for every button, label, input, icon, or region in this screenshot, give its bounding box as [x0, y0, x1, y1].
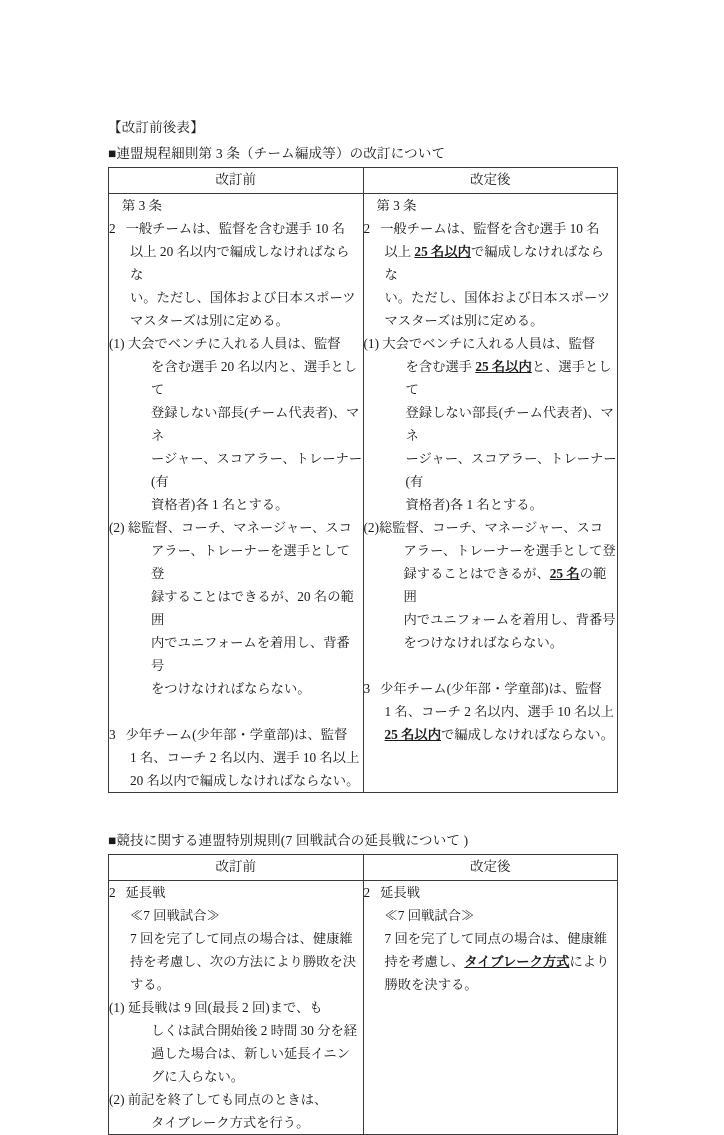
paragraph-2-line-2-a: 以上: [384, 244, 415, 259]
item-2-line-3-a: 録することはできるが、: [403, 566, 550, 581]
revision-mark-25-names: 25 名: [549, 566, 580, 581]
article-label: 第 3 条: [376, 198, 417, 213]
table-header-row: [109, 855, 618, 881]
subtitle-game-type: ≪7 回戦試合≫: [384, 908, 475, 923]
item-2-line-1: 総監督、コーチ、マネージャー、スコ: [127, 520, 352, 535]
paragraph-2-line-2-a: 以上: [130, 244, 160, 259]
revision-mark-tiebreak: タイブレーク方式: [464, 954, 570, 969]
item-1: [109, 332, 363, 516]
item-2-line-3-a: 録することはできるが、: [151, 589, 298, 604]
item-1-line-3: 登録しない部長(チーム代表者)、マネ: [151, 405, 360, 443]
paragraph-3-line-3-value: 20 名以内: [130, 773, 187, 788]
cell-after-extra-innings: [363, 881, 618, 1135]
revision-mark-25-within: 25 名以内: [414, 244, 471, 259]
paragraph-3: [364, 677, 618, 746]
item-1: [364, 332, 618, 516]
item-2-line-3-value: 20 名: [297, 589, 328, 604]
item-2-line-4: 内でユニフォームを着用し、背番号: [151, 635, 350, 673]
item-2-line-3-b: の範囲: [403, 566, 607, 604]
cell-before-extra-innings: [109, 881, 364, 1135]
item-1-line-4: ージャー、スコアラー、トレーナー(有: [405, 451, 617, 489]
item-1-line-2-value: 20 名以内: [220, 359, 278, 374]
section-heading-team-composition: ■連盟規程細則第 3 条（チーム編成等）の改訂について: [108, 146, 446, 161]
article-label: 第 3 条: [122, 198, 162, 213]
body-line-2-a: 持を考慮し、: [384, 954, 465, 969]
column-header-after: 改定後: [363, 168, 618, 194]
paragraph-spacer: [109, 700, 363, 723]
body-line-2: 持を考慮し、次の方法により勝敗を決: [130, 954, 357, 969]
item-2-line-2: タイブレーク方式を行う。: [151, 1115, 310, 1130]
item-2-line-3-b: の範囲: [151, 589, 354, 627]
item-1-line-3: 登録しない部長(チーム代表者)、マネ: [405, 405, 614, 443]
paragraph-2-line-2-value: 20 名以内: [159, 244, 217, 259]
body-paragraph: [109, 927, 363, 996]
item-2: [109, 1088, 363, 1134]
body-line-2-b: により: [569, 954, 610, 969]
paragraph-2-number: 2: [109, 885, 116, 900]
document-title: 【改訂前後表】: [108, 120, 204, 135]
section-gap: [108, 793, 618, 831]
item-2-line-2: アラー、トレーナーを選手として登: [403, 543, 616, 558]
paragraph-3-line-3-b: で編成しなければならない。: [186, 773, 360, 788]
paragraph-2-line-3: い。ただし、国体および日本スポーツ: [130, 290, 356, 305]
paragraph-2: [364, 217, 618, 332]
item-1-line-5: 資格者)各 1 名とする。: [405, 497, 543, 512]
paragraph-3-line-2: 1 名、コーチ 2 名以内、選手 10 名以上: [130, 750, 360, 765]
item-1-line-2-b: と、選手として: [405, 359, 612, 397]
item-2-line-2: アラー、トレーナーを選手として登: [151, 543, 350, 581]
body-line-3: する。: [130, 977, 170, 992]
paragraph-3-line-2: 1 名、コーチ 2 名以内、選手 10 名以上: [384, 704, 614, 719]
paragraph-3-number: 3: [363, 681, 371, 696]
body-line-3: 勝敗を決する。: [384, 977, 478, 992]
paragraph-2-title-line: [109, 881, 363, 904]
paragraph-2-line-1: 一般チームは、監督を含む選手 10 名: [125, 221, 346, 236]
cell-after-team-composition: [363, 194, 618, 793]
item-2-number: (2): [363, 520, 380, 535]
table-header-row: [109, 168, 618, 194]
paragraph-2-line-4: マスターズは別に定める。: [384, 313, 544, 328]
body-line-1: 7 回を完了して同点の場合は、健康維: [130, 931, 353, 946]
paragraph-3-number: 3: [109, 727, 116, 742]
item-1-line-2-a: を含む選手: [151, 359, 221, 374]
paragraph-3: [109, 723, 363, 792]
paragraph-2-title: 延長戦: [380, 885, 421, 900]
paragraph-3-line-1: 少年チーム(少年部・学童部)は、監督: [380, 681, 602, 696]
column-header-after: 改定後: [363, 855, 618, 881]
paragraph-2-title-line: [364, 881, 618, 904]
cell-before-team-composition: [109, 194, 364, 793]
item-1-number: (1): [109, 1000, 125, 1015]
table-row: [109, 194, 618, 793]
paragraph-2: [109, 217, 363, 332]
paragraph-spacer: [364, 654, 618, 677]
document-content: [108, 118, 618, 1135]
paragraph-2-line-1: 一般チームは、監督を含む選手 10 名: [380, 221, 600, 236]
item-2-line-1: 総監督、コーチ、マネージャー、スコ: [379, 520, 604, 535]
item-2-line-5: をつけなければならない。: [151, 681, 311, 696]
item-2: [364, 516, 618, 654]
revision-mark-25-within: 25 名以内: [384, 727, 442, 742]
item-1-line-3: 過した場合は、新しい延長イニン: [151, 1046, 350, 1061]
item-1-line-1: 延長戦は 9 回(最長 2 回)まで、も: [127, 1000, 323, 1015]
item-1-line-4: ージャー、スコアラー、トレーナー(有: [151, 451, 363, 489]
revision-table-team-composition: [108, 167, 618, 793]
column-header-before: 改訂前: [109, 855, 364, 881]
paragraph-2-line-2-b: で編成しなければならな: [130, 244, 350, 282]
column-header-before: 改訂前: [109, 168, 364, 194]
item-1-line-5: 資格者)各 1 名とする。: [151, 497, 289, 512]
item-1-number: (1): [109, 336, 125, 351]
item-1-line-2-b: と、選手として: [151, 359, 358, 397]
table-row: [109, 881, 618, 1135]
item-2-line-4: 内でユニフォームを着用し、背番号: [403, 612, 616, 627]
body-paragraph: [364, 927, 618, 996]
item-1-number: (1): [363, 336, 380, 351]
paragraph-3-line-3-b: で編成しなければならない。: [441, 727, 614, 742]
item-2-line-1: 前記を終了しても同点のときは、: [127, 1092, 328, 1107]
item-2: [109, 516, 363, 700]
paragraph-2-line-4: マスターズは別に定める。: [130, 313, 289, 328]
paragraph-2-number: 2: [363, 885, 371, 900]
paragraph-2-title: 延長戦: [125, 885, 166, 900]
subtitle-game-type: ≪7 回戦試合≫: [130, 908, 220, 923]
item-2-number: (2): [109, 1092, 125, 1107]
revision-table-extra-innings: [108, 854, 618, 1135]
revision-mark-25-within: 25 名以内: [475, 359, 532, 374]
item-1-line-1: 大会でベンチに入れる人員は、監督: [127, 336, 341, 351]
item-1-line-2-a: を含む選手: [405, 359, 476, 374]
paragraph-2-line-2-b: で編成しなければならな: [384, 244, 604, 282]
item-2-number: (2): [109, 520, 125, 535]
item-1-line-1: 大会でベンチに入れる人員は、監督: [382, 336, 596, 351]
paragraph-2-number: 2: [363, 221, 371, 236]
paragraph-2-number: 2: [109, 221, 116, 236]
item-1-line-4: グに入らない。: [151, 1069, 245, 1084]
section-heading-extra-innings: ■競技に関する連盟特別規則(7 回戦試合の延長戦について ): [108, 833, 469, 848]
paragraph-3-line-1: 少年チーム(少年部・学童部)は、監督: [125, 727, 348, 742]
body-line-1: 7 回を完了して同点の場合は、健康維: [384, 931, 608, 946]
paragraph-2-line-3: い。ただし、国体および日本スポーツ: [384, 290, 611, 305]
item-1: [109, 996, 363, 1088]
item-2-line-5: をつけなければならない。: [403, 635, 564, 650]
item-1-line-2: しくは試合開始後 2 時間 30 分を経: [151, 1023, 358, 1038]
